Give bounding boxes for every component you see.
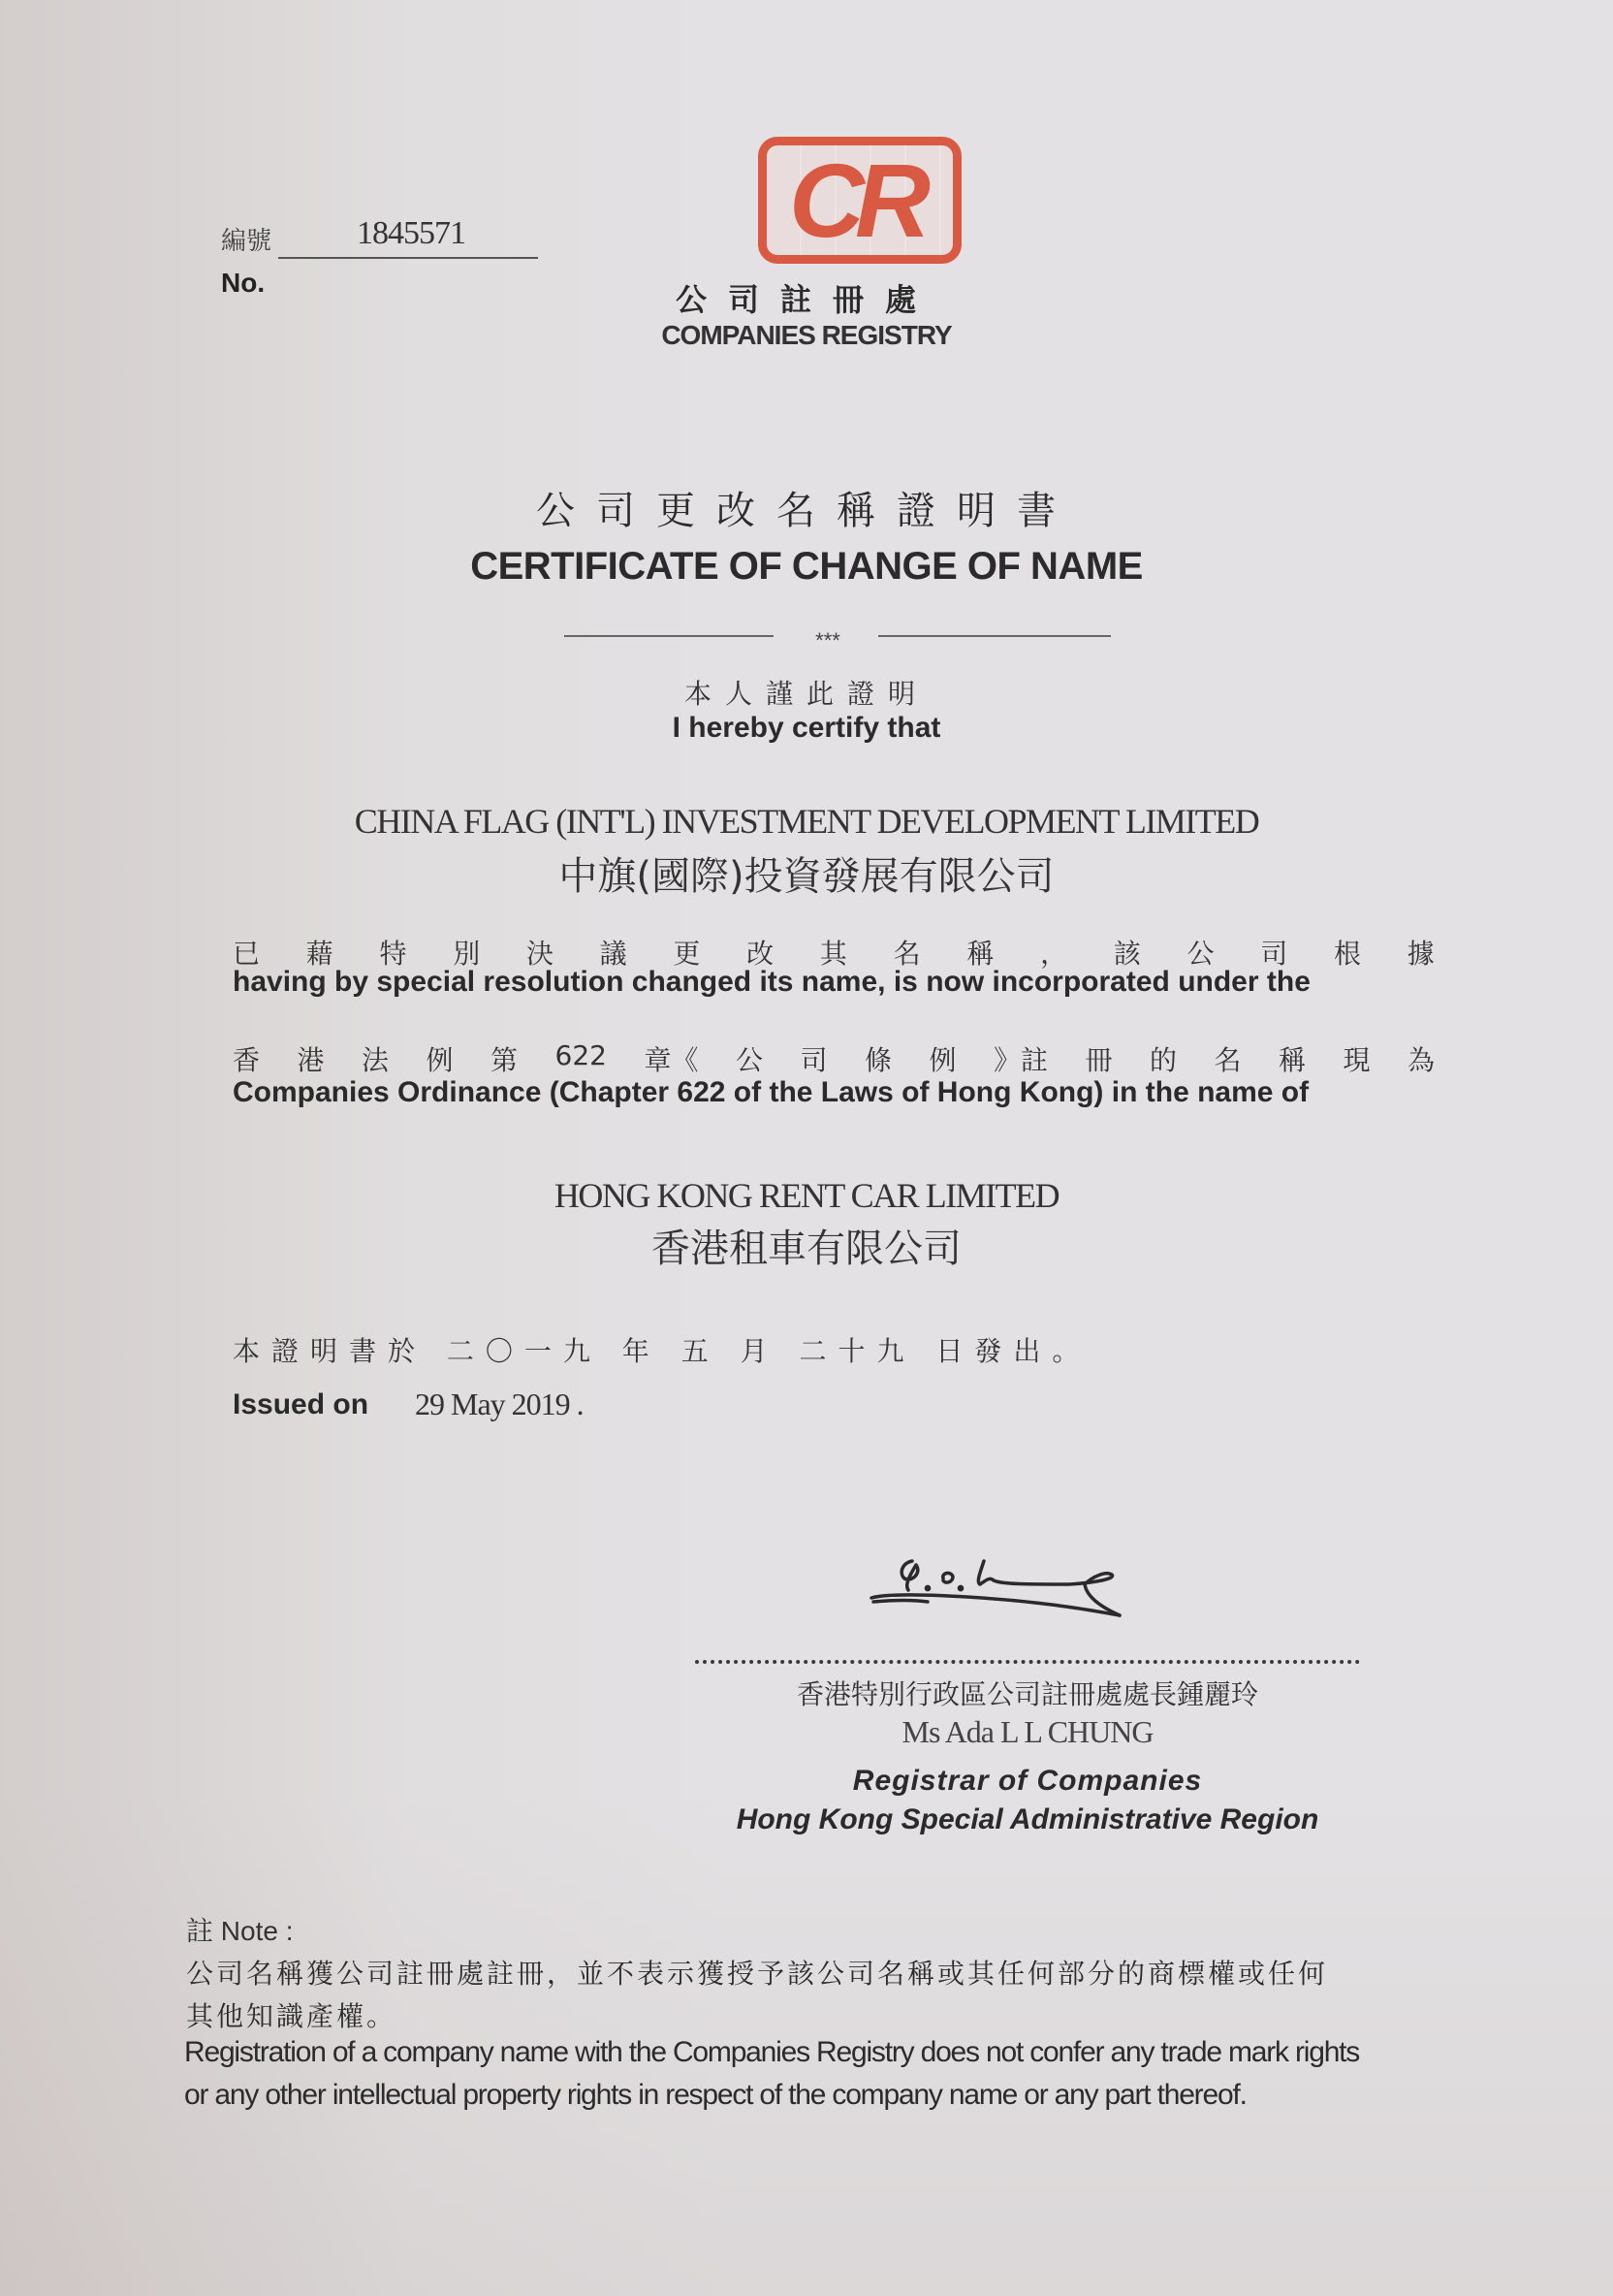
certificate-number: 1845571: [357, 215, 465, 251]
old-company-name-zh: 中旗(國際)投資發展有限公司: [558, 854, 1055, 899]
char: 藉: [305, 938, 333, 970]
number-label-zh: 編號: [221, 227, 272, 256]
char: 冊: [1085, 1044, 1113, 1076]
body-line2-zh: [233, 1039, 1435, 1078]
char: 改: [746, 938, 775, 970]
new-company-name-en: HONG KONG RENT CAR LIMITED: [553, 1176, 1060, 1215]
registrar-region-en: Hong Kong Special Administrative Region: [736, 1803, 1319, 1835]
char: 已: [233, 938, 261, 970]
signature-dotted-line: [695, 1660, 1360, 1664]
char: 該: [1113, 938, 1141, 970]
char: 特: [379, 938, 407, 970]
logo-mark: CR: [789, 141, 921, 259]
char: 例: [929, 1044, 957, 1076]
org-name-en: COMPANIES REGISTRY: [661, 320, 952, 350]
char: 其: [819, 938, 847, 970]
signature-icon: [866, 1551, 1127, 1621]
registrar-name: Ms Ada L L CHUNG: [901, 1714, 1154, 1749]
char: 港: [297, 1044, 325, 1076]
char: 香: [233, 1044, 261, 1076]
separator-stars: ***: [815, 628, 840, 653]
char: 第: [490, 1044, 519, 1076]
char: 現: [1343, 1044, 1371, 1076]
char: 名: [893, 938, 921, 970]
registrar-title-zh: 香港特別行政區公司註冊處處長鍾麗玲: [796, 1678, 1258, 1710]
issue-date-label: Issued on: [233, 1388, 369, 1420]
issue-date-value: 29 May 2019 .: [415, 1387, 584, 1421]
char: 據: [1407, 938, 1435, 970]
char: 章《: [644, 1044, 699, 1076]
certificate-title-zh: 公司更改名稱證明書: [536, 489, 1077, 533]
number-underline: [278, 257, 538, 259]
registrar-title-en: Registrar of Companies: [852, 1765, 1203, 1797]
char: 》註: [993, 1044, 1048, 1076]
char: 公: [735, 1044, 763, 1076]
char: 條: [864, 1044, 892, 1076]
char: 更: [673, 938, 701, 970]
char: 根: [1334, 938, 1362, 970]
companies-registry-logo-icon: [758, 137, 962, 264]
issue-date-zh: 本證明書於 二〇一九 年 五 月 二十九 日發出。: [233, 1335, 1091, 1367]
separator-line-left: [564, 635, 774, 637]
separator-line-right: [878, 635, 1111, 637]
note-label: 註 Note :: [186, 1916, 294, 1946]
old-company-name-en: CHINA FLAG (INT'L) INVESTMENT DEVELOPMENT LIMITED: [354, 802, 1259, 841]
body-line2-en: Companies Ordinance (Chapter 622 of the Laws of Hong Kong) in the name of: [233, 1076, 1310, 1108]
char: 司: [1260, 938, 1288, 970]
body-line1-en: having by special resolution changed its name, is now incorporated under the: [233, 966, 1311, 998]
char: ，: [1040, 938, 1068, 970]
char: 名: [1214, 1044, 1242, 1076]
char: 例: [426, 1044, 454, 1076]
certify-statement-zh: 本人謹此證明: [683, 678, 929, 710]
note-text-en-line1: Registration of a company name with the Companies Registry does not confer any trade mark rights: [184, 2036, 1360, 2068]
note-text-zh-line2: 其他知識產權。: [186, 2000, 397, 2032]
char: 公: [1186, 938, 1215, 970]
char: 622: [554, 1039, 607, 1071]
number-label-en: No.: [221, 268, 266, 298]
char: 稱: [1278, 1044, 1306, 1076]
char: 決: [525, 938, 553, 970]
note-text-en-line2: or any other intellectual property rights in respect of the company name or any part thereof.: [184, 2079, 1247, 2111]
char: 議: [599, 938, 627, 970]
char: 法: [362, 1044, 390, 1076]
char: 的: [1149, 1044, 1177, 1076]
org-name-zh: 公司註冊處: [675, 281, 937, 318]
new-company-name-zh: 香港租車有限公司: [651, 1227, 962, 1271]
char: 為: [1407, 1044, 1435, 1076]
certificate-title-en: CERTIFICATE OF CHANGE OF NAME: [470, 545, 1143, 588]
note-text-zh-line1: 公司名稱獲公司註冊處註冊，並不表示獲授予該公司名稱或其任何部分的商標權或任何: [186, 1958, 1329, 1990]
char: 司: [800, 1044, 828, 1076]
certify-statement-en: I hereby certify that: [672, 712, 941, 744]
char: 別: [453, 938, 481, 970]
char: 稱: [966, 938, 995, 970]
